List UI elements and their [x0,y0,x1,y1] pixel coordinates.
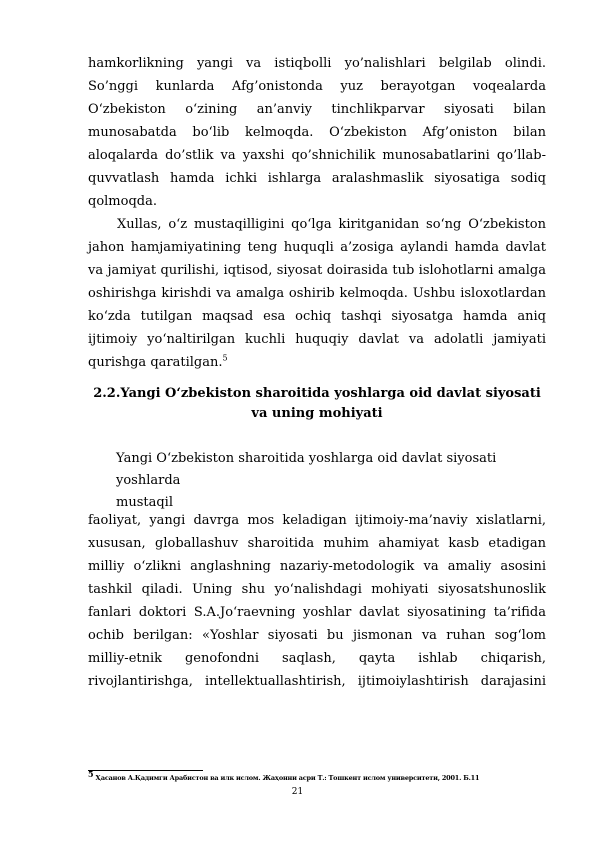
page-number: 21 [291,787,304,797]
paragraph-4: faoliyat, yangi davrga mos keladigan ijtimoiy-ma’naviy xislatlarni, xususan, globallashuv sharoitida muhim ahamiyat kasb etadigan milliy o‘zlikni anglashning nazariy-metodologik va amaliy asosini tashkil qiladi. Uning shu yo‘nalishdagi mohiyati siyosatshunoslik fanlari doktori S.A.Jo‘raevning yoshlar davlat siyosatining ta’rifida ochib berilgan: «Yoshlar siyosati bu jismonan va ruhan sog‘lom milliy-etnik genofondni saqlash, qayta ishlab chiqarish, rivojlantirishga, intellektuallashtirish, ijtimoiylashtirish darajasini [88,513,546,689]
paragraph-2-text: Xullas, o‘z mustaqilligini qo‘lga kiritganidan so‘ng O‘zbekiston jahon hamjamiyatining teng huquqli a’zosiga aylandi hamda davlat va jamiyat qurilishi, iqtisod, siyosat doirasida tub islohotlarni amalga oshirishga kirishdi va amalga oshirib kelmoqda. Ushbu isloxotlardan ko‘zda tutilgan maqsad esa ochiq tashqi siyosatga hamda aniq ijtimoiy yo‘naltirilgan kuchli huquqiy davlat va adolatli jamiyati qurishga qaratilgan. [88,217,546,370]
footnote-text: Ҳасанов А.Қадимги Арабистон ва илк ислом. Жаҳонни асри Т.: Тошкент ислом университети, 2001. Б.11 [95,774,480,783]
paragraph-3 [116,448,546,514]
paragraph-1: hamkorlikning yangi va istiqbolli yo’nalishlari belgilab olindi. So’nggi kunlarda Afg’onistonda yuz berayotgan voqealarda O‘zbekiston o‘zining an’anviy tinchlikparvar siyosati bilan munosabatda bo‘lib kelmoqda. O‘zbekiston Afg’oniston bilan aloqalarda do’stlik va yaxshi qo’shnichilik munosabatlarini qo’llab-quvvatlash hamda ichki ishlarga aralashmaslik siyosatiga sodiq qolmoqda. [88,56,546,209]
paragraph-2 [88,213,546,374]
paragraph-3-line-2: mustaqil [116,495,173,510]
footnote [88,769,480,783]
footnote-divider [88,770,203,771]
paragraph-3-line-1: Yangi O‘zbekiston sharoitida yoshlarga oid davlat siyosati yoshlarda [116,451,497,488]
footnote-reference: 5 [222,353,228,363]
footnote-number: 5 [88,769,94,779]
section-heading: 2.2.Yangi O‘zbekiston sharoitida yoshlarga oid davlat siyosati va uning mohiyati [93,386,541,421]
